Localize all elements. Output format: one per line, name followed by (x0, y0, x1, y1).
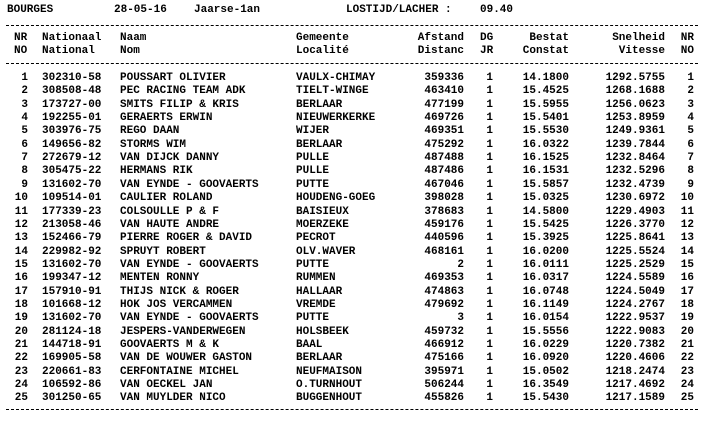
row-name: GERAERTS ERWIN (120, 112, 213, 125)
row-time: 15.5401 (522, 112, 569, 125)
row-name: POUSSART OLIVIER (120, 72, 226, 84)
row-name: HOK JOS VERCAMMEN (120, 298, 233, 311)
row-speed: 1224.2767 (605, 298, 665, 311)
row-rank-right: 9 (687, 178, 694, 191)
row-rank: 25 (14, 392, 28, 405)
col-distance-header: Afstand (417, 32, 464, 44)
row-rank: 5 (21, 125, 28, 138)
row-speed: 1253.8959 (605, 112, 665, 125)
row-name: VAN EYNDE - GOOVAERTS (120, 312, 259, 325)
row-dg: 1 (486, 98, 493, 111)
row-national-id: 229982-92 (42, 245, 102, 258)
row-speed: 1222.9537 (605, 312, 665, 325)
table-row (0, 246, 703, 259)
col-nr-header: NR (14, 32, 28, 44)
row-rank-right: 17 (680, 285, 694, 298)
row-place: BUGGENHOUT (296, 392, 363, 405)
col-place-header: Gemeente (296, 32, 349, 44)
row-place: HOUDENG-GOEG (296, 192, 376, 205)
row-national-id: 308508-48 (42, 85, 102, 98)
row-dg: 1 (486, 325, 493, 338)
row-rank: 19 (14, 312, 28, 325)
release-time-label: LOSTIJD/LACHER : (346, 4, 452, 16)
row-distance: 440596 (424, 232, 464, 245)
row-time: 16.1525 (522, 152, 569, 165)
row-national-id: 272679-12 (42, 152, 102, 165)
row-name: VAN EYNDE - GOOVAERTS (120, 258, 259, 271)
row-place: WIJER (296, 125, 330, 138)
row-rank: 6 (21, 138, 28, 151)
row-national-id: 281124-18 (42, 325, 102, 338)
row-speed: 1217.1589 (605, 392, 665, 405)
row-rank: 17 (14, 285, 28, 298)
row-rank-right: 11 (680, 205, 694, 218)
column-header-row-1 (0, 32, 703, 45)
row-national-id: 220661-83 (42, 365, 102, 378)
row-name: VAN DIJCK DANNY (120, 152, 220, 165)
row-speed: 1232.5296 (605, 165, 665, 178)
col-dg-header-fr: JR (480, 45, 494, 57)
row-name: JESPERS-VANDERWEGEN (120, 325, 246, 338)
row-national-id: 199347-12 (42, 272, 102, 285)
row-place: BAAL (296, 339, 323, 351)
row-place: NIEUWERKERKE (296, 112, 376, 125)
row-name: PEC RACING TEAM ADK (120, 85, 246, 98)
row-distance: 477199 (424, 98, 464, 111)
table-row (0, 366, 703, 379)
row-name: COLSOULLE P & F (120, 205, 220, 218)
row-name: HERMANS RIK (120, 165, 193, 178)
row-rank: 13 (14, 232, 28, 245)
col-distance-header-fr: Distanc (417, 45, 464, 57)
row-speed: 1220.4606 (605, 352, 665, 365)
row-name: VAN EYNDE - GOOVAERTS (120, 178, 259, 191)
row-national-id: 109514-01 (42, 192, 102, 205)
table-row (0, 379, 703, 392)
table-row (0, 219, 703, 232)
row-dg: 1 (486, 245, 493, 258)
row-distance: 469351 (424, 125, 464, 138)
row-speed: 1292.5755 (605, 72, 665, 84)
row-rank-right: 15 (680, 258, 694, 271)
row-dg: 1 (486, 165, 493, 178)
row-rank: 7 (21, 152, 28, 165)
row-rank: 18 (14, 298, 28, 311)
row-time: 15.5430 (522, 392, 569, 405)
row-rank-right: 5 (687, 125, 694, 138)
row-national-id: 177339-23 (42, 205, 102, 218)
row-distance: 2 (457, 258, 464, 271)
table-row (0, 339, 703, 352)
row-rank: 20 (14, 325, 28, 338)
row-distance: 463410 (424, 85, 464, 98)
row-place: MOERZEKE (296, 218, 349, 231)
col-speed-header-fr: Vitesse (618, 45, 665, 57)
table-row (0, 352, 703, 365)
table-row (0, 326, 703, 339)
row-name: STORMS WIM (120, 138, 187, 151)
row-distance: 3 (457, 312, 464, 325)
row-time: 16.0200 (522, 245, 569, 258)
row-rank-right: 1 (687, 72, 694, 84)
row-dg: 1 (486, 152, 493, 165)
row-dg: 1 (486, 258, 493, 271)
row-name: MENTEN RONNY (120, 272, 200, 285)
row-place: TIELT-WINGE (296, 85, 369, 98)
row-time: 16.0322 (522, 138, 569, 151)
row-speed: 1217.4692 (605, 379, 665, 392)
col-time-header: Bestat (529, 32, 569, 44)
row-time: 16.3549 (522, 379, 569, 392)
row-rank-right: 19 (680, 312, 694, 325)
row-dg: 1 (486, 392, 493, 405)
table-row (0, 125, 703, 138)
row-rank-right: 7 (687, 152, 694, 165)
table-row (0, 112, 703, 125)
row-name: REGO DAAN (120, 125, 180, 138)
row-rank-right: 23 (680, 365, 694, 378)
row-name: PIERRE ROGER & DAVID (120, 232, 253, 245)
row-distance: 474863 (424, 285, 464, 298)
row-place: RUMMEN (296, 272, 336, 285)
col-national-header-fr: National (42, 45, 95, 57)
row-time: 15.3925 (522, 232, 569, 245)
row-place: O.TURNHOUT (296, 379, 363, 392)
row-rank: 1 (21, 72, 28, 84)
row-place: PUTTE (296, 178, 330, 191)
row-rank-right: 16 (680, 272, 694, 285)
row-rank: 10 (14, 192, 28, 205)
row-speed: 1249.9361 (605, 125, 665, 138)
row-speed: 1256.0623 (605, 98, 665, 111)
row-rank-right: 2 (687, 85, 694, 98)
row-dg: 1 (486, 298, 493, 311)
row-distance: 359336 (424, 72, 464, 84)
row-rank-right: 3 (687, 98, 694, 111)
col-dg-header: DG (480, 32, 494, 44)
row-time: 15.0325 (522, 192, 569, 205)
race-category: Jaarse-1an (194, 4, 261, 16)
col-name-header: Naam (120, 32, 147, 44)
row-rank: 22 (14, 352, 28, 365)
row-name: THIJS NICK & ROGER (120, 285, 239, 298)
release-time-value: 09.40 (480, 4, 514, 16)
row-dg: 1 (486, 272, 493, 285)
row-national-id: 152466-79 (42, 232, 102, 245)
row-rank: 12 (14, 218, 28, 231)
row-rank: 14 (14, 245, 28, 258)
row-speed: 1224.5589 (605, 272, 665, 285)
row-distance: 466912 (424, 339, 464, 351)
row-distance: 506244 (424, 379, 464, 392)
row-speed: 1229.4903 (605, 205, 665, 218)
row-time: 14.5800 (522, 205, 569, 218)
table-row (0, 299, 703, 312)
row-rank-right: 6 (687, 138, 694, 151)
row-place: PECROT (296, 232, 336, 245)
row-rank-right: 12 (680, 218, 694, 231)
row-national-id: 301250-65 (42, 392, 102, 405)
row-distance: 459176 (424, 218, 464, 231)
table-row (0, 259, 703, 272)
row-place: BERLAAR (296, 352, 343, 365)
row-time: 16.1531 (522, 165, 569, 178)
row-national-id: 144718-91 (42, 339, 102, 351)
row-rank-right: 21 (680, 339, 694, 351)
row-place: HALLAAR (296, 285, 343, 298)
row-distance: 479692 (424, 298, 464, 311)
row-time: 14.1800 (522, 72, 569, 84)
row-time: 15.5530 (522, 125, 569, 138)
row-rank-right: 13 (680, 232, 694, 245)
row-speed: 1232.4739 (605, 178, 665, 191)
race-date: 28-05-16 (114, 4, 167, 16)
row-name: VAN DE WOUWER GASTON (120, 352, 253, 365)
row-time: 16.0154 (522, 312, 569, 325)
row-distance: 378683 (424, 205, 464, 218)
row-time: 16.0748 (522, 285, 569, 298)
table-row (0, 392, 703, 405)
table-row (0, 272, 703, 285)
row-place: HOLSBEEK (296, 325, 349, 338)
row-name: SMITS FILIP & KRIS (120, 98, 239, 111)
row-rank: 24 (14, 379, 28, 392)
col-place-header-fr: Localité (296, 45, 349, 57)
row-place: VAULX-CHIMAY (296, 72, 376, 84)
col-speed-header: Snelheid (612, 32, 665, 44)
row-rank: 15 (14, 258, 28, 271)
row-national-id: 303976-75 (42, 125, 102, 138)
row-speed: 1218.2474 (605, 365, 665, 378)
row-place: BERLAAR (296, 98, 343, 111)
row-rank: 2 (21, 85, 28, 98)
row-dg: 1 (486, 112, 493, 125)
row-speed: 1224.5049 (605, 285, 665, 298)
table-row (0, 232, 703, 245)
row-time: 16.0920 (522, 352, 569, 365)
row-time: 16.0111 (522, 258, 569, 271)
row-name: GOOVAERTS M & K (120, 339, 220, 351)
row-name: CERFONTAINE MICHEL (120, 365, 239, 378)
release-location: BOURGES (7, 4, 54, 16)
table-row (0, 85, 703, 98)
divider-top (6, 25, 698, 26)
row-rank-right: 18 (680, 298, 694, 311)
row-place: PULLE (296, 152, 330, 165)
row-name: VAN MUYLDER NICO (120, 392, 226, 405)
row-distance: 469726 (424, 112, 464, 125)
row-name: VAN HAUTE ANDRE (120, 218, 220, 231)
row-dg: 1 (486, 232, 493, 245)
table-row (0, 312, 703, 325)
row-time: 16.0317 (522, 272, 569, 285)
row-rank-right: 25 (680, 392, 694, 405)
col-time-header-fr: Constat (522, 45, 569, 57)
row-time: 15.5955 (522, 98, 569, 111)
col-nr-header-fr: NO (14, 45, 28, 57)
row-time: 16.0229 (522, 339, 569, 351)
row-rank-right: 4 (687, 112, 694, 125)
row-distance: 467046 (424, 178, 464, 191)
row-speed: 1225.2529 (605, 258, 665, 271)
row-rank-right: 10 (680, 192, 694, 205)
row-rank: 8 (21, 165, 28, 178)
row-time: 15.4525 (522, 85, 569, 98)
row-rank: 16 (14, 272, 28, 285)
row-place: PUTTE (296, 312, 330, 325)
table-row (0, 72, 703, 85)
row-rank-right: 8 (687, 165, 694, 178)
row-distance: 487486 (424, 165, 464, 178)
row-time: 15.5556 (522, 325, 569, 338)
row-rank: 11 (14, 205, 28, 218)
row-dg: 1 (486, 339, 493, 351)
table-row (0, 286, 703, 299)
report-header (0, 4, 703, 17)
row-national-id: 101668-12 (42, 298, 102, 311)
row-national-id: 192255-01 (42, 112, 102, 125)
row-time: 15.0502 (522, 365, 569, 378)
row-place: PUTTE (296, 258, 330, 271)
row-national-id: 106592-86 (42, 379, 102, 392)
col-nr2-header: NR (680, 32, 694, 44)
row-national-id: 131602-70 (42, 258, 102, 271)
row-dg: 1 (486, 72, 493, 84)
row-speed: 1268.1688 (605, 85, 665, 98)
divider-bottom (6, 409, 698, 410)
row-speed: 1230.6972 (605, 192, 665, 205)
row-place: BERLAAR (296, 138, 343, 151)
row-place: PULLE (296, 165, 330, 178)
row-rank-right: 20 (680, 325, 694, 338)
table-row (0, 99, 703, 112)
row-distance: 398028 (424, 192, 464, 205)
row-speed: 1225.8641 (605, 232, 665, 245)
row-dg: 1 (486, 125, 493, 138)
row-place: NEUFMAISON (296, 365, 363, 378)
row-speed: 1225.5524 (605, 245, 665, 258)
row-dg: 1 (486, 138, 493, 151)
row-dg: 1 (486, 365, 493, 378)
row-distance: 475292 (424, 138, 464, 151)
row-rank-right: 24 (680, 379, 694, 392)
row-national-id: 213058-46 (42, 218, 102, 231)
row-rank: 3 (21, 98, 28, 111)
row-rank: 21 (14, 339, 28, 351)
row-name: SPRUYT ROBERT (120, 245, 206, 258)
row-rank-right: 14 (680, 245, 694, 258)
row-time: 16.1149 (522, 298, 569, 311)
row-distance: 468161 (424, 245, 464, 258)
row-distance: 455826 (424, 392, 464, 405)
row-rank-right: 22 (680, 352, 694, 365)
row-national-id: 169905-58 (42, 352, 102, 365)
row-dg: 1 (486, 85, 493, 98)
row-speed: 1226.3770 (605, 218, 665, 231)
row-time: 15.5857 (522, 178, 569, 191)
row-national-id: 149656-82 (42, 138, 102, 151)
row-national-id: 157910-91 (42, 285, 102, 298)
row-distance: 469353 (424, 272, 464, 285)
table-row (0, 206, 703, 219)
row-national-id: 305475-22 (42, 165, 102, 178)
table-row (0, 165, 703, 178)
row-name: VAN OECKEL JAN (120, 379, 213, 392)
table-row (0, 152, 703, 165)
row-national-id: 173727-00 (42, 98, 102, 111)
col-national-header: Nationaal (42, 32, 102, 44)
row-dg: 1 (486, 218, 493, 231)
row-name: CAULIER ROLAND (120, 192, 213, 205)
row-dg: 1 (486, 285, 493, 298)
divider-header (6, 63, 698, 64)
row-national-id: 131602-70 (42, 312, 102, 325)
row-dg: 1 (486, 379, 493, 392)
table-row (0, 192, 703, 205)
row-dg: 1 (486, 205, 493, 218)
row-distance: 487488 (424, 152, 464, 165)
row-dg: 1 (486, 352, 493, 365)
row-speed: 1239.7844 (605, 138, 665, 151)
row-time: 15.5425 (522, 218, 569, 231)
row-place: VREMDE (296, 298, 336, 311)
row-dg: 1 (486, 178, 493, 191)
row-distance: 475166 (424, 352, 464, 365)
row-distance: 459732 (424, 325, 464, 338)
row-national-id: 131602-70 (42, 178, 102, 191)
row-dg: 1 (486, 192, 493, 205)
row-rank: 23 (14, 365, 28, 378)
col-name-header-fr: Nom (120, 45, 140, 57)
row-national-id: 302310-58 (42, 72, 102, 84)
row-rank: 9 (21, 178, 28, 191)
row-dg: 1 (486, 312, 493, 325)
row-place: OLV.WAVER (296, 245, 356, 258)
col-nr2-header-fr: NO (680, 45, 694, 57)
row-place: BAISIEUX (296, 205, 349, 218)
row-speed: 1222.9083 (605, 325, 665, 338)
column-header-row-2 (0, 45, 703, 58)
table-row (0, 139, 703, 152)
table-row (0, 179, 703, 192)
row-distance: 395971 (424, 365, 464, 378)
row-speed: 1232.8464 (605, 152, 665, 165)
row-speed: 1220.7382 (605, 339, 665, 351)
row-rank: 4 (21, 112, 28, 125)
